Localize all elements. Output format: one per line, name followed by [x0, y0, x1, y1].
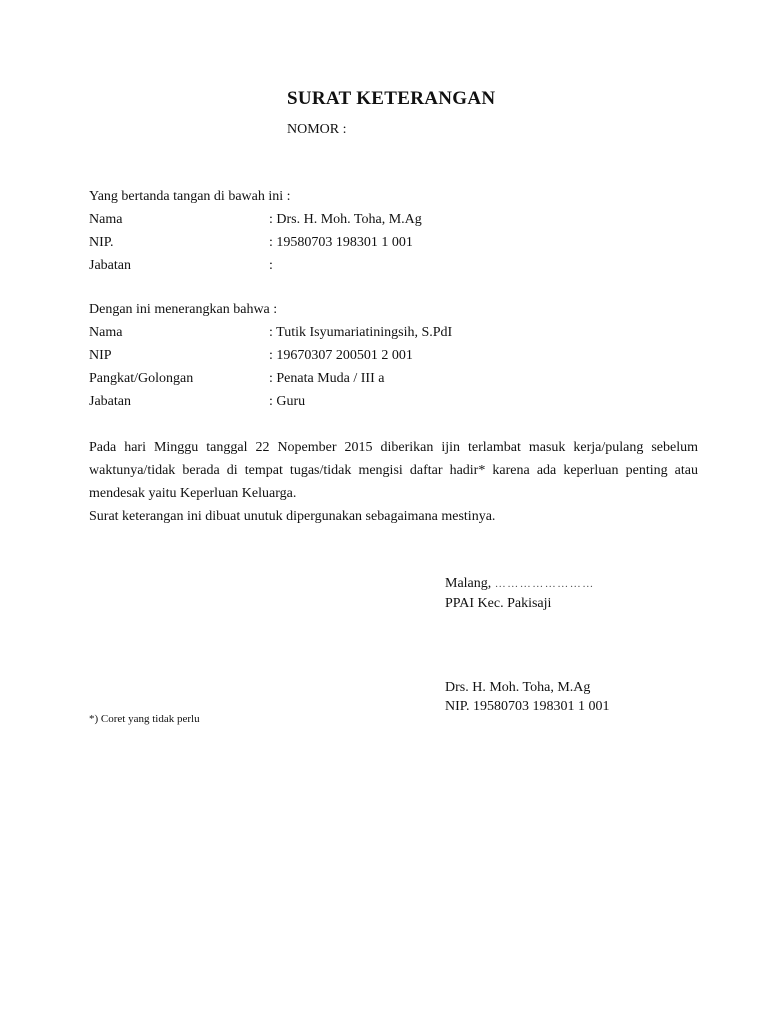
subject-row-nip — [89, 344, 452, 367]
signer-block — [89, 185, 422, 277]
field-label: NIP. — [89, 235, 114, 250]
subject-intro: Dengan ini menerangkan bahwa : — [89, 302, 278, 317]
signature-nip: NIP. 19580703 198301 1 001 — [445, 699, 610, 714]
field-label: NIP — [89, 348, 112, 363]
signature-footer — [445, 678, 610, 716]
field-label: Jabatan — [89, 394, 131, 409]
field-label: Nama — [89, 212, 123, 227]
signer-row-position — [89, 254, 422, 277]
field-value: : Guru — [269, 394, 306, 409]
subject-row-name — [89, 321, 452, 344]
field-value: : 19670307 200501 2 001 — [269, 348, 413, 363]
signature-header — [445, 574, 595, 613]
field-value: : Tutik Isyumariatiningsih, S.PdI — [269, 325, 453, 340]
subject-block — [89, 298, 452, 413]
footnote: *) Coret yang tidak perlu — [89, 713, 200, 725]
field-value: : — [269, 258, 273, 273]
subject-row-rank — [89, 367, 452, 390]
signature-place-date — [445, 574, 595, 594]
signer-intro: Yang bertanda tangan di bawah ini : — [89, 189, 291, 204]
letter-number: NOMOR : — [287, 122, 347, 137]
subject-row-position — [89, 390, 452, 413]
field-value: : 19580703 198301 1 001 — [269, 235, 413, 250]
signature-date-dots: …………………… — [494, 578, 595, 590]
signature-name: Drs. H. Moh. Toha, M.Ag — [445, 680, 591, 695]
body-paragraph: Pada hari Minggu tanggal 22 Nopember 2015 diberikan ijin terlambat masuk kerja/pulang sebelum waktunya/tidak berada di tempat tugas/tidak mengisi daftar hadir* karena ada keperluan penting atau mendesak yaitu Keperluan Keluarga. — [89, 440, 698, 501]
signature-office: PPAI Kec. Pakisaji — [445, 596, 552, 611]
closing-sentence: Surat keterangan ini dibuat unutuk dipergunakan sebagaimana mestinya. — [89, 509, 496, 524]
field-label: Nama — [89, 325, 123, 340]
signature-place: Malang, — [445, 576, 492, 591]
field-value: : Penata Muda / III a — [269, 371, 385, 386]
field-label: Jabatan — [89, 258, 131, 273]
letter-title: SURAT KETERANGAN — [287, 88, 496, 109]
signer-row-nip — [89, 231, 422, 254]
field-value: : Drs. H. Moh. Toha, M.Ag — [269, 212, 422, 227]
signer-row-name — [89, 208, 422, 231]
field-label: Pangkat/Golongan — [89, 371, 194, 386]
